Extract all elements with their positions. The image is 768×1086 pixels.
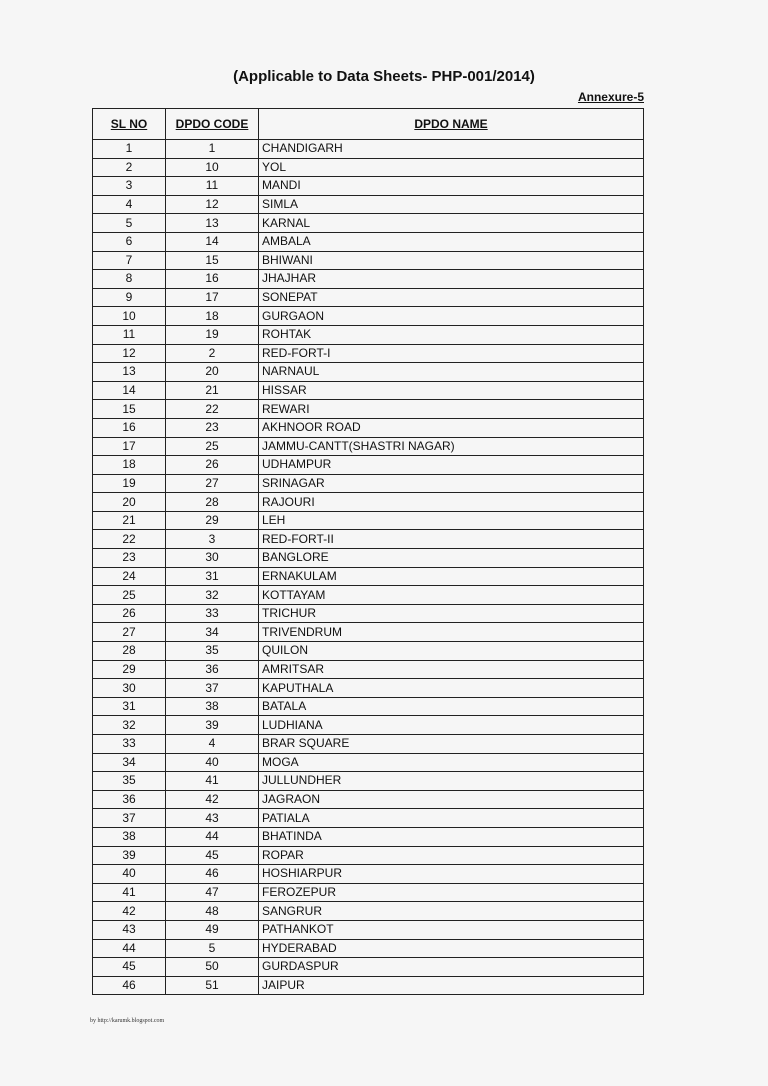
dpdo-name-cell: BHATINDA: [259, 827, 644, 846]
table-row: [93, 976, 644, 995]
dpdo-name-cell: SRINAGAR: [259, 474, 644, 493]
table-row: [93, 790, 644, 809]
sl-no-cell: 18: [93, 456, 166, 475]
dpdo-code-cell: 32: [166, 586, 259, 605]
table-row: [93, 716, 644, 735]
dpdo-name-cell: HISSAR: [259, 381, 644, 400]
table-row: [93, 288, 644, 307]
dpdo-code-cell: 18: [166, 307, 259, 326]
dpdo-code-cell: 38: [166, 697, 259, 716]
footer-credit: by http://karumk.blogspot.com: [90, 1018, 165, 1024]
dpdo-code-cell: 13: [166, 214, 259, 233]
table-row: [93, 697, 644, 716]
sl-no-cell: 8: [93, 270, 166, 289]
sl-no-cell: 29: [93, 660, 166, 679]
table-row: [93, 604, 644, 623]
sl-no-cell: 13: [93, 363, 166, 382]
dpdo-name-cell: JAIPUR: [259, 976, 644, 995]
column-header-dpdo-name: DPDO NAME: [259, 109, 644, 140]
sl-no-cell: 2: [93, 158, 166, 177]
table-row: [93, 325, 644, 344]
table-row: [93, 902, 644, 921]
sl-no-cell: 31: [93, 697, 166, 716]
dpdo-code-cell: 37: [166, 679, 259, 698]
sl-no-cell: 36: [93, 790, 166, 809]
sl-no-cell: 9: [93, 288, 166, 307]
dpdo-code-cell: 39: [166, 716, 259, 735]
sl-no-cell: 14: [93, 381, 166, 400]
dpdo-code-cell: 23: [166, 418, 259, 437]
table-row: [93, 140, 644, 159]
dpdo-name-cell: BANGLORE: [259, 549, 644, 568]
table-row: [93, 456, 644, 475]
dpdo-name-cell: KOTTAYAM: [259, 586, 644, 605]
dpdo-code-cell: 48: [166, 902, 259, 921]
dpdo-name-cell: AMBALA: [259, 232, 644, 251]
sl-no-cell: 15: [93, 400, 166, 419]
sl-no-cell: 30: [93, 679, 166, 698]
table-row: [93, 511, 644, 530]
dpdo-name-cell: ROHTAK: [259, 325, 644, 344]
sl-no-cell: 27: [93, 623, 166, 642]
dpdo-name-cell: GURDASPUR: [259, 958, 644, 977]
sl-no-cell: 22: [93, 530, 166, 549]
sl-no-cell: 32: [93, 716, 166, 735]
sl-no-cell: 3: [93, 177, 166, 196]
dpdo-name-cell: CHANDIGARH: [259, 140, 644, 159]
table-row: [93, 642, 644, 661]
table-row: [93, 307, 644, 326]
dpdo-code-cell: 3: [166, 530, 259, 549]
dpdo-code-cell: 45: [166, 846, 259, 865]
dpdo-code-cell: 28: [166, 493, 259, 512]
sl-no-cell: 19: [93, 474, 166, 493]
dpdo-name-cell: PATIALA: [259, 809, 644, 828]
dpdo-code-cell: 27: [166, 474, 259, 493]
dpdo-name-cell: TRICHUR: [259, 604, 644, 623]
sl-no-cell: 43: [93, 920, 166, 939]
dpdo-name-cell: JAMMU-CANTT(SHASTRI NAGAR): [259, 437, 644, 456]
sl-no-cell: 4: [93, 195, 166, 214]
dpdo-name-cell: HOSHIARPUR: [259, 865, 644, 884]
table-row: [93, 920, 644, 939]
dpdo-code-cell: 50: [166, 958, 259, 977]
table-row: [93, 567, 644, 586]
dpdo-code-cell: 1: [166, 140, 259, 159]
dpdo-name-cell: SANGRUR: [259, 902, 644, 921]
table-row: [93, 195, 644, 214]
dpdo-code-cell: 16: [166, 270, 259, 289]
table-row: [93, 846, 644, 865]
table-row: [93, 177, 644, 196]
dpdo-code-cell: 47: [166, 883, 259, 902]
dpdo-code-cell: 49: [166, 920, 259, 939]
dpdo-name-cell: GURGAON: [259, 307, 644, 326]
dpdo-code-cell: 17: [166, 288, 259, 307]
dpdo-code-cell: 30: [166, 549, 259, 568]
table-row: [93, 400, 644, 419]
dpdo-name-cell: LEH: [259, 511, 644, 530]
table-row: [93, 865, 644, 884]
column-header-dpdo-code: DPDO CODE: [166, 109, 259, 140]
table-row: [93, 679, 644, 698]
sl-no-cell: 42: [93, 902, 166, 921]
dpdo-table: [92, 108, 644, 995]
dpdo-name-cell: JAGRAON: [259, 790, 644, 809]
table-row: [93, 660, 644, 679]
dpdo-code-cell: 22: [166, 400, 259, 419]
sl-no-cell: 46: [93, 976, 166, 995]
dpdo-name-cell: KAPUTHALA: [259, 679, 644, 698]
dpdo-name-cell: RAJOURI: [259, 493, 644, 512]
dpdo-name-cell: QUILON: [259, 642, 644, 661]
sl-no-cell: 6: [93, 232, 166, 251]
dpdo-code-cell: 4: [166, 735, 259, 754]
sl-no-cell: 38: [93, 827, 166, 846]
dpdo-code-cell: 5: [166, 939, 259, 958]
dpdo-name-cell: MANDI: [259, 177, 644, 196]
dpdo-code-cell: 46: [166, 865, 259, 884]
dpdo-code-cell: 34: [166, 623, 259, 642]
sl-no-cell: 17: [93, 437, 166, 456]
sl-no-cell: 16: [93, 418, 166, 437]
dpdo-code-cell: 40: [166, 753, 259, 772]
sl-no-cell: 10: [93, 307, 166, 326]
table-row: [93, 939, 644, 958]
dpdo-name-cell: BATALA: [259, 697, 644, 716]
annexure-label: Annexure-5: [577, 90, 644, 104]
sl-no-cell: 35: [93, 772, 166, 791]
dpdo-code-cell: 10: [166, 158, 259, 177]
document-title: (Applicable to Data Sheets- PHP-001/2014): [233, 68, 535, 85]
dpdo-name-cell: JULLUNDHER: [259, 772, 644, 791]
table-row: [93, 827, 644, 846]
dpdo-name-cell: MOGA: [259, 753, 644, 772]
sl-no-cell: 39: [93, 846, 166, 865]
sl-no-cell: 40: [93, 865, 166, 884]
sl-no-cell: 23: [93, 549, 166, 568]
table-header-row: [93, 109, 644, 140]
dpdo-name-cell: LUDHIANA: [259, 716, 644, 735]
table-row: [93, 883, 644, 902]
table-body: [93, 140, 644, 995]
table-row: [93, 474, 644, 493]
dpdo-name-cell: RED-FORT-II: [259, 530, 644, 549]
dpdo-name-cell: BRAR SQUARE: [259, 735, 644, 754]
dpdo-code-cell: 21: [166, 381, 259, 400]
sl-no-cell: 20: [93, 493, 166, 512]
table-row: [93, 623, 644, 642]
dpdo-name-cell: AMRITSAR: [259, 660, 644, 679]
table-row: [93, 158, 644, 177]
column-header-sl-no: SL NO: [93, 109, 166, 140]
table-row: [93, 530, 644, 549]
sl-no-cell: 26: [93, 604, 166, 623]
sl-no-cell: 12: [93, 344, 166, 363]
dpdo-code-cell: 14: [166, 232, 259, 251]
dpdo-code-cell: 2: [166, 344, 259, 363]
dpdo-name-cell: PATHANKOT: [259, 920, 644, 939]
table-row: [93, 270, 644, 289]
sl-no-cell: 41: [93, 883, 166, 902]
dpdo-code-cell: 12: [166, 195, 259, 214]
sl-no-cell: 44: [93, 939, 166, 958]
table-row: [93, 586, 644, 605]
sl-no-cell: 33: [93, 735, 166, 754]
table-row: [93, 437, 644, 456]
table-row: [93, 772, 644, 791]
dpdo-code-cell: 31: [166, 567, 259, 586]
dpdo-code-cell: 26: [166, 456, 259, 475]
dpdo-name-cell: HYDERABAD: [259, 939, 644, 958]
table-row: [93, 735, 644, 754]
sl-no-cell: 34: [93, 753, 166, 772]
dpdo-code-cell: 43: [166, 809, 259, 828]
dpdo-name-cell: JHAJHAR: [259, 270, 644, 289]
dpdo-name-cell: YOL: [259, 158, 644, 177]
table-row: [93, 381, 644, 400]
sl-no-cell: 1: [93, 140, 166, 159]
table-row: [93, 344, 644, 363]
table-row: [93, 809, 644, 828]
table-row: [93, 418, 644, 437]
sl-no-cell: 5: [93, 214, 166, 233]
sl-no-cell: 25: [93, 586, 166, 605]
dpdo-code-cell: 11: [166, 177, 259, 196]
sl-no-cell: 7: [93, 251, 166, 270]
sl-no-cell: 21: [93, 511, 166, 530]
table-row: [93, 363, 644, 382]
dpdo-name-cell: NARNAUL: [259, 363, 644, 382]
dpdo-code-cell: 51: [166, 976, 259, 995]
dpdo-name-cell: UDHAMPUR: [259, 456, 644, 475]
dpdo-name-cell: SIMLA: [259, 195, 644, 214]
dpdo-name-cell: RED-FORT-I: [259, 344, 644, 363]
dpdo-code-cell: 41: [166, 772, 259, 791]
sl-no-cell: 28: [93, 642, 166, 661]
table-row: [93, 549, 644, 568]
dpdo-name-cell: BHIWANI: [259, 251, 644, 270]
dpdo-name-cell: ERNAKULAM: [259, 567, 644, 586]
dpdo-name-cell: TRIVENDRUM: [259, 623, 644, 642]
sl-no-cell: 45: [93, 958, 166, 977]
dpdo-code-cell: 25: [166, 437, 259, 456]
dpdo-name-cell: FEROZEPUR: [259, 883, 644, 902]
sl-no-cell: 37: [93, 809, 166, 828]
table-row: [93, 251, 644, 270]
dpdo-code-cell: 35: [166, 642, 259, 661]
dpdo-code-cell: 15: [166, 251, 259, 270]
sl-no-cell: 11: [93, 325, 166, 344]
table-row: [93, 958, 644, 977]
table-row: [93, 493, 644, 512]
dpdo-name-cell: KARNAL: [259, 214, 644, 233]
table-row: [93, 232, 644, 251]
dpdo-code-cell: 44: [166, 827, 259, 846]
dpdo-code-cell: 42: [166, 790, 259, 809]
dpdo-name-cell: AKHNOOR ROAD: [259, 418, 644, 437]
dpdo-code-cell: 36: [166, 660, 259, 679]
sl-no-cell: 24: [93, 567, 166, 586]
dpdo-name-cell: ROPAR: [259, 846, 644, 865]
dpdo-name-cell: SONEPAT: [259, 288, 644, 307]
dpdo-name-cell: REWARI: [259, 400, 644, 419]
dpdo-code-cell: 29: [166, 511, 259, 530]
dpdo-code-cell: 20: [166, 363, 259, 382]
table-row: [93, 753, 644, 772]
dpdo-code-cell: 33: [166, 604, 259, 623]
table-row: [93, 214, 644, 233]
dpdo-code-cell: 19: [166, 325, 259, 344]
